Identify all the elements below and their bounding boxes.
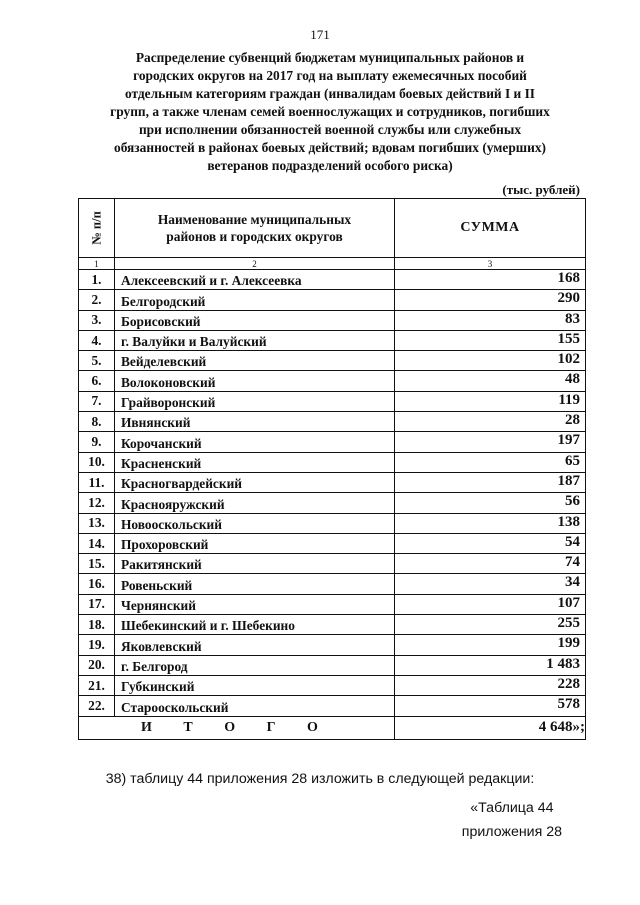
row-district-name: Чернянский [115, 594, 395, 614]
table-row [79, 432, 586, 452]
row-number: 16. [79, 574, 115, 594]
row-sum: 107 [395, 594, 586, 614]
row-district-name: Алексеевский и г. Алексеевка [115, 270, 395, 290]
row-number: 4. [79, 330, 115, 350]
table-reference-line: «Таблица 44 [470, 800, 554, 816]
table-row [79, 330, 586, 350]
row-number: 1. [79, 270, 115, 290]
row-number: 19. [79, 635, 115, 655]
row-district-name: Шебекинский и г. Шебекино [115, 615, 395, 635]
row-district-name: Старооскольский [115, 696, 395, 716]
row-number: 20. [79, 655, 115, 675]
row-number: 10. [79, 452, 115, 472]
row-district-name: Ровеньский [115, 574, 395, 594]
row-number: 2. [79, 290, 115, 310]
subsidy-table [78, 198, 586, 740]
row-district-name: Белгородский [115, 290, 395, 310]
row-number: 9. [79, 432, 115, 452]
table-row [79, 493, 586, 513]
row-sum: 74 [395, 554, 586, 574]
table-row [79, 533, 586, 553]
row-number: 15. [79, 554, 115, 574]
row-number: 12. [79, 493, 115, 513]
column-index: 3 [395, 258, 586, 270]
document-title [95, 49, 565, 175]
table-row [79, 655, 586, 675]
row-number: 17. [79, 594, 115, 614]
units-label: (тыс. рублей) [502, 182, 580, 197]
table-row [79, 513, 586, 533]
row-sum: 578 [395, 696, 586, 716]
row-sum: 54 [395, 533, 586, 553]
total-row [79, 716, 586, 739]
row-sum: 56 [395, 493, 586, 513]
row-district-name: Волоконовский [115, 371, 395, 391]
row-district-name: Яковлевский [115, 635, 395, 655]
header-sum: СУММА [395, 199, 586, 258]
table-row [79, 574, 586, 594]
row-number: 3. [79, 310, 115, 330]
title-line: групп, а также членам семей военнослужащих и сотрудников, погибших [110, 104, 550, 119]
table-row [79, 290, 586, 310]
row-number: 6. [79, 371, 115, 391]
header-name-line: Наименование муниципальных [157, 212, 352, 227]
table-row [79, 635, 586, 655]
table-body [79, 270, 586, 717]
row-sum: 197 [395, 432, 586, 452]
row-sum: 34 [395, 574, 586, 594]
row-sum: 119 [395, 391, 586, 411]
row-sum: 1 483 [395, 655, 586, 675]
row-district-name: Новооскольский [115, 513, 395, 533]
row-sum: 102 [395, 351, 586, 371]
row-district-name: Корочанский [115, 432, 395, 452]
table-row [79, 391, 586, 411]
row-district-name: Красногвардейский [115, 472, 395, 492]
row-district-name: Грайворонский [115, 391, 395, 411]
row-number: 8. [79, 412, 115, 432]
table-row [79, 412, 586, 432]
row-district-name: Прохоровский [115, 533, 395, 553]
column-index: 1 [79, 258, 115, 270]
header-number-text: № п/п [89, 211, 103, 245]
title-line: Распределение субвенций бюджетам муниципальных районов и [135, 50, 525, 65]
table-row [79, 554, 586, 574]
table-row [79, 696, 586, 716]
row-sum: 255 [395, 615, 586, 635]
row-sum: 65 [395, 452, 586, 472]
row-number: 11. [79, 472, 115, 492]
table-header-row [79, 199, 586, 258]
row-sum: 290 [395, 290, 586, 310]
row-sum: 228 [395, 675, 586, 695]
row-district-name: г. Белгород [115, 655, 395, 675]
row-number: 13. [79, 513, 115, 533]
row-sum: 28 [395, 412, 586, 432]
row-district-name: г. Валуйки и Валуйский [115, 330, 395, 350]
table-reference-line: приложения 28 [461, 824, 562, 840]
table-reference [462, 796, 562, 844]
row-number: 14. [79, 533, 115, 553]
table-row [79, 615, 586, 635]
row-sum: 199 [395, 635, 586, 655]
row-district-name: Красненский [115, 452, 395, 472]
row-sum: 83 [395, 310, 586, 330]
row-sum: 138 [395, 513, 586, 533]
row-district-name: Вейделевский [115, 351, 395, 371]
column-index-row [79, 258, 586, 270]
total-sum: 4 648»; [395, 716, 586, 739]
row-number: 5. [79, 351, 115, 371]
row-number: 7. [79, 391, 115, 411]
header-name [115, 199, 395, 258]
column-index: 2 [115, 258, 395, 270]
row-district-name: Ивнянский [115, 412, 395, 432]
row-district-name: Борисовский [115, 310, 395, 330]
row-district-name: Краснояружский [115, 493, 395, 513]
total-label: И Т О Г О [79, 716, 395, 739]
title-line: городских округов на 2017 год на выплату ежемесячных пособий [133, 68, 527, 83]
row-sum: 155 [395, 330, 586, 350]
title-line: при исполнении обязанностей военной службы или служебных [138, 122, 522, 137]
table-row [79, 452, 586, 472]
row-sum: 48 [395, 371, 586, 391]
page-number: 171 [310, 27, 330, 42]
header-name-line: районов и городских округов [166, 229, 343, 244]
row-sum: 168 [395, 270, 586, 290]
table-row [79, 675, 586, 695]
title-line: обязанностей в районах боевых действий; вдовам погибших (умерших) [114, 140, 546, 155]
instruction-text: 38) таблицу 44 приложения 28 изложить в следующей редакции: [105, 771, 535, 787]
table-row [79, 270, 586, 290]
table-row [79, 594, 586, 614]
title-line: отдельным категориям граждан (инвалидам боевых действий I и II [124, 86, 536, 101]
table-row [79, 371, 586, 391]
title-line: ветеранов подразделений особого риска) [207, 158, 453, 173]
table-row [79, 351, 586, 371]
row-number: 18. [79, 615, 115, 635]
table-row [79, 472, 586, 492]
row-number: 21. [79, 675, 115, 695]
row-number: 22. [79, 696, 115, 716]
row-district-name: Губкинский [115, 675, 395, 695]
table-row [79, 310, 586, 330]
row-sum: 187 [395, 472, 586, 492]
row-district-name: Ракитянский [115, 554, 395, 574]
header-number [79, 199, 115, 258]
